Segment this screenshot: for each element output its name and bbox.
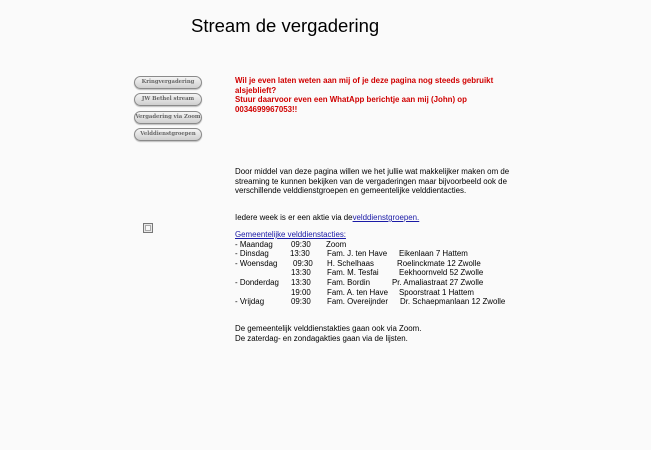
footer-line-2: De zaterdag- en zondagakties gaan via de lijsten. (235, 333, 408, 343)
schedule-address: Roelinckmate 12 Zwolle (397, 258, 481, 268)
page-title: Stream de vergadering (191, 15, 380, 36)
nav-button-jw-bethel-stream[interactable]: JW Bethel stream (134, 93, 202, 106)
schedule-family: Fam. A. ten Have (327, 287, 388, 297)
schedule-time: 19:00 (291, 287, 311, 297)
schedule-family: H. Schelhaas (327, 258, 374, 268)
sidebar-nav (134, 76, 202, 145)
schedule-time: 13:30 (290, 249, 310, 259)
weekly-text (235, 213, 419, 223)
schedule-family: Zoom (326, 239, 347, 249)
schedule-address: Pr. Amaliastraat 27 Zwolle (392, 277, 484, 287)
schedule-time: 09:30 (291, 239, 311, 249)
schedule-family: Fam. M. Tesfai (327, 268, 379, 278)
schedule-address: Eekhoornveld 52 Zwolle (399, 268, 484, 278)
schedule-day: - Vrijdag (235, 297, 265, 307)
actions-heading-link[interactable]: Gemeentelijke velddienstacties: (235, 230, 346, 239)
weekly-label: Iedere week is er een aktie via de (235, 213, 353, 222)
notice-message (235, 76, 505, 114)
broken-image-icon (143, 223, 153, 233)
notice-line-1: Wil je even laten weten aan mij of je deze pagina nog steeds gebruikt alsjeblieft? (235, 76, 494, 95)
schedule-row (235, 240, 535, 250)
schedule-time: 13:30 (291, 268, 311, 278)
schedule-row (235, 288, 535, 298)
schedule-row (235, 249, 535, 259)
nav-button-velddienstgroepen[interactable]: Velddienstgroepen (134, 128, 202, 141)
schedule-family: Fam. Overeijnder (327, 297, 388, 307)
footer-text (235, 324, 421, 343)
schedule-row (235, 297, 535, 307)
schedule-row (235, 268, 535, 278)
schedule-day: - Woensdag (235, 258, 278, 268)
nav-button-kringvergadering[interactable]: Kringvergadering (134, 76, 202, 89)
schedule-address: Dr. Schaepmanlaan 12 Zwolle (400, 297, 506, 307)
schedule-time: 09:30 (293, 258, 313, 268)
schedule-time: 09:30 (291, 297, 311, 307)
schedule-address: Spoorstraat 1 Hattem (399, 287, 474, 297)
schedule-family: Fam. Bordin (327, 277, 370, 287)
schedule-address: Eikenlaan 7 Hattem (399, 249, 468, 259)
schedule-day: - Donderdag (235, 277, 279, 287)
actions-schedule (235, 230, 535, 307)
schedule-row (235, 259, 535, 269)
main-content (235, 76, 525, 343)
schedule-family: Fam. J. ten Have (327, 249, 388, 259)
velddienstgroepen-link[interactable]: velddienstgroepen. (352, 213, 420, 222)
schedule-day: - Maandag (235, 239, 273, 249)
nav-button-vergadering-via-zoom[interactable]: Vergadering via Zoom (134, 111, 202, 124)
intro-text: Door middel van deze pagina willen we het jullie wat makkelijker maken om de streaming te kunnen bekijken van de vergaderingen maar bijvoorbeeld ook de verschillende velddienstgroepen en gemeentelijke velddientacties. (235, 167, 510, 196)
notice-line-2: Stuur daarvoor even een WhatApp berichtje aan mij (John) op 0034699967053!! (235, 95, 467, 114)
footer-line-1: De gemeentelijk velddienstakties gaan ook via Zoom. (235, 324, 422, 333)
schedule-row (235, 278, 535, 288)
schedule-time: 13:30 (291, 277, 311, 287)
schedule-day: - Dinsdag (235, 249, 269, 259)
